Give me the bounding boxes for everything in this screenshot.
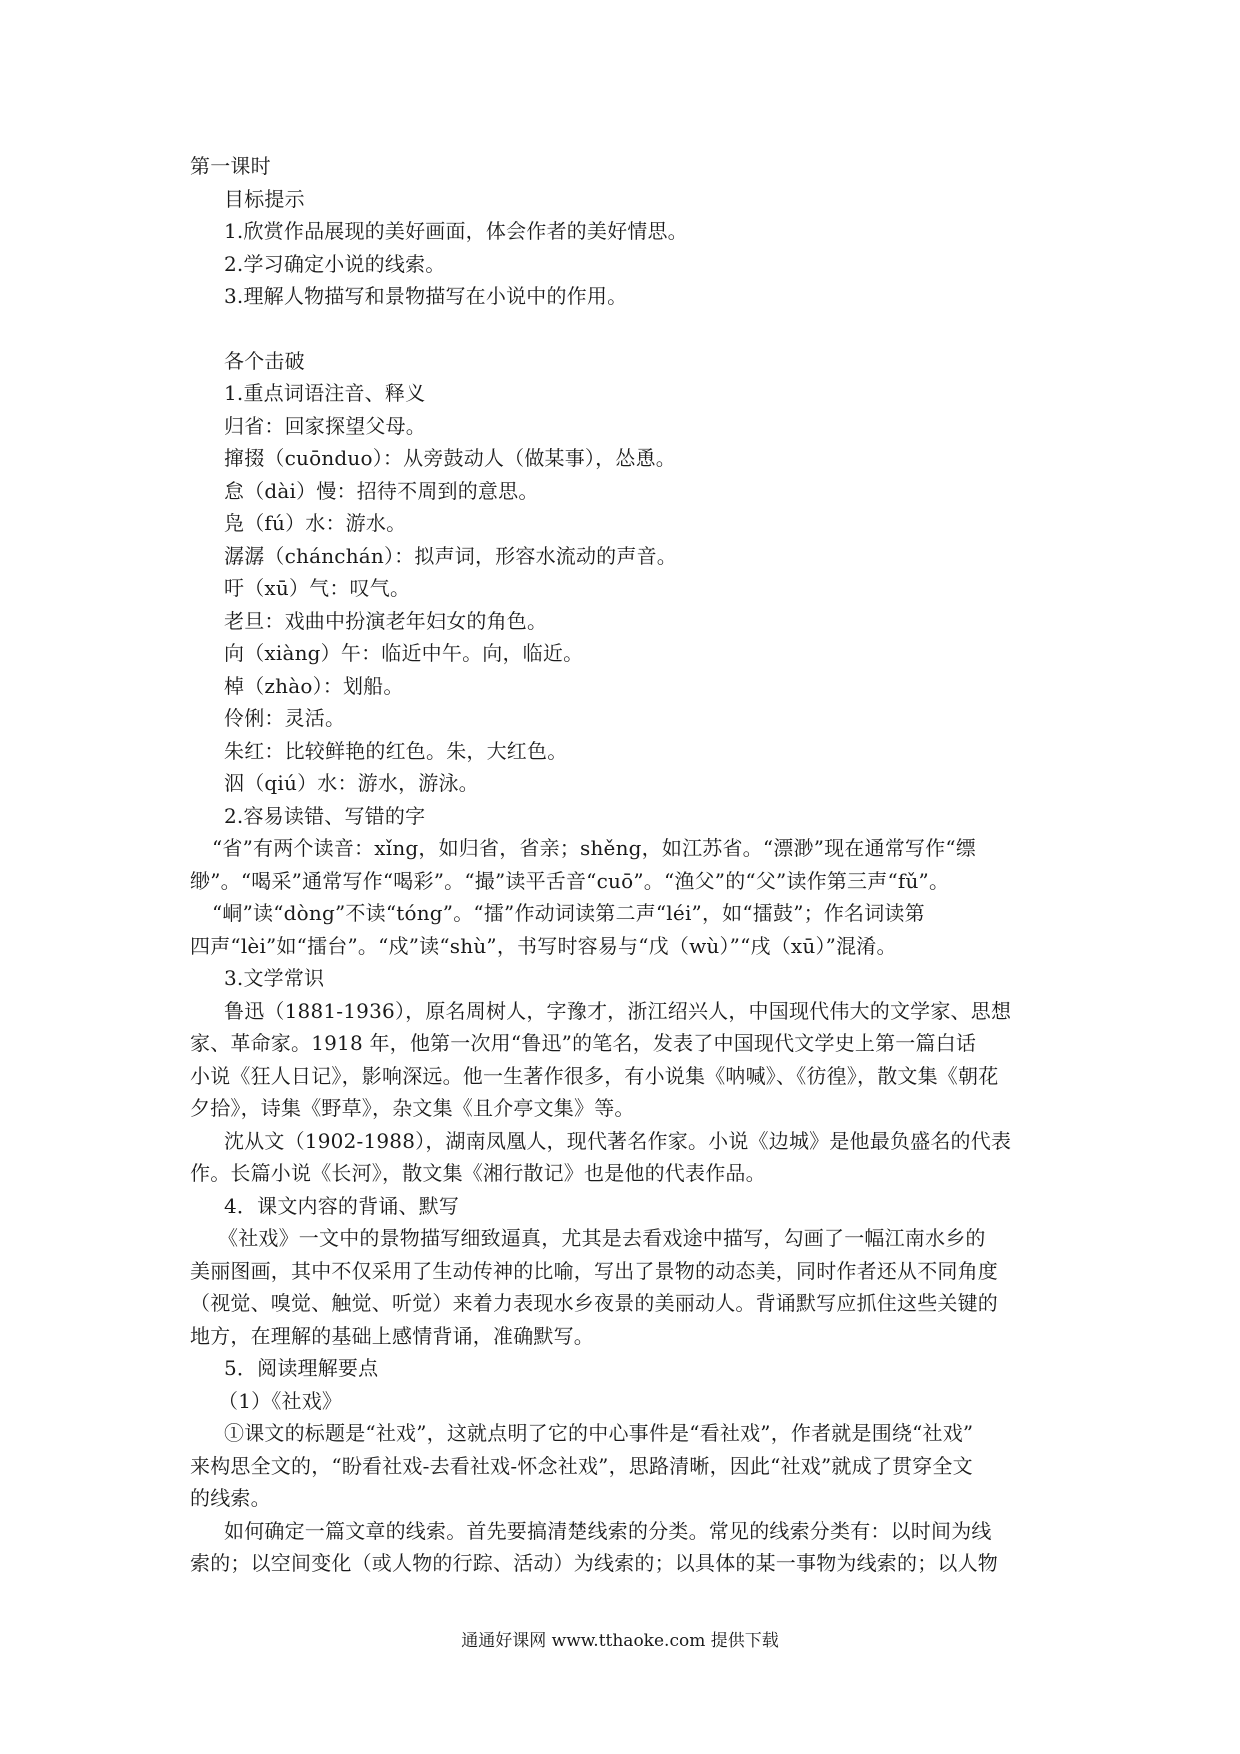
errors-line: “峒”读“dòng”不读“tóng”。“擂”作动词读第二声“léi”，如“擂鼓”；作名词读第: [212, 901, 925, 925]
literature-line: 小说《狂人日记》，影响深远。他一生著作很多，有小说集《呐喊》、《彷徨》，散文集《朝花: [190, 1063, 999, 1088]
vocab-item: 吁（xū）气：叹气。: [224, 576, 411, 600]
vocab-item: 归省：回家探望父母。: [224, 413, 426, 438]
literature-line: 夕拾》，诗集《野草》，杂文集《且介亭文集》等。: [190, 1096, 635, 1120]
clue-line: 如何确定一篇文章的线索。首先要搞清楚线索的分类。常见的线索分类有：以时间为线: [224, 1518, 992, 1543]
objective-item: 2.学习确定小说的线索。: [224, 251, 446, 276]
reading-line: 来构思全文的，“盼看社戏-去看社戏-怀念社戏”，思路清晰，因此“社戏”就成了贯穿全文: [190, 1453, 973, 1478]
literature-line: 鲁迅（1881-1936），原名周树人，字豫才，浙江绍兴人，中国现代伟大的文学家、思想: [224, 998, 1012, 1023]
errors-line: 四声“lèi”如“擂台”。“戍”读“shù”，书写时容易与“戊（wù）”“戌（xū）”混淆。: [190, 933, 897, 958]
literature-line: 作。长篇小说《长河》，散文集《湘行散记》也是他的代表作品。: [190, 1161, 766, 1185]
vocab-item: 向（xiàng）午：临近中午。向，临近。: [224, 641, 584, 665]
reading-title: 5．阅读理解要点: [224, 1356, 379, 1380]
vocab-item: 朱红：比较鲜艳的红色。朱，大红色。: [224, 738, 568, 763]
recite-line: （视觉、嗅觉、触觉、听觉）来着力表现水乡夜景的美丽动人。背诵默写应抓住这些关键的: [190, 1291, 998, 1315]
section-spacer: [190, 313, 1060, 345]
objectives-title: 目标提示: [224, 186, 305, 211]
objective-item: 3.理解人物描写和景物描写在小说中的作用。: [224, 284, 628, 308]
literature-line: 沈从文（1902-1988），湖南凤凰人，现代著名作家。小说《边城》是他最负盛名的代表: [224, 1128, 1012, 1153]
vocab-item: 泅（qiú）水：游水，游泳。: [224, 771, 479, 795]
recite-line: 地方，在理解的基础上感情背诵，准确默写。: [190, 1323, 594, 1348]
literature-line: 家、革命家。1918 年，他第一次用“鲁迅”的笔名，发表了中国现代文学史上第一篇白话: [190, 1031, 977, 1055]
reading-line: ①课文的标题是“社戏”，这就点明了它的中心事件是“看社戏”，作者就是围绕“社戏”: [224, 1421, 974, 1445]
vocab-item: 棹（zhào）：划船。: [224, 673, 404, 698]
reading-line: 的线索。: [190, 1486, 271, 1510]
vocab-item: 老旦：戏曲中扮演老年妇女的角色。: [224, 608, 548, 633]
reading-subtitle: （1）《社戏》: [218, 1388, 343, 1413]
vocab-item: 撺掇（cuōnduo）：从旁鼓动人（做某事），怂恿。: [224, 446, 676, 470]
clue-line: 索的；以空间变化（或人物的行踪、活动）为线索的；以具体的某一事物为线索的；以人物: [190, 1551, 998, 1575]
errors-line: 缈”。“喝采”通常写作“喝彩”。“撮”读平舌音“cuō”。“渔父”的“父”读作第三声“fǔ”。: [190, 868, 950, 893]
vocab-item: 凫（fú）水：游水。: [224, 511, 407, 535]
recite-line: 《社戏》一文中的景物描写细致逼真，尤其是去看戏途中描写，勾画了一幅江南水乡的: [218, 1226, 986, 1250]
errors-line: “省”有两个读音：xǐng，如归省，省亲；shěng，如江苏省。“漂渺”现在通常写作“缥: [212, 836, 976, 860]
literature-title: 3.文学常识: [224, 966, 325, 990]
page-footer: 通通好课网 www.tthaoke.com 提供下载: [461, 1631, 779, 1651]
vocab-title: 1.重点词语注音、释义: [224, 381, 426, 405]
vocab-item: 潺潺（chánchán）：拟声词，形容水流动的声音。: [224, 543, 677, 568]
vocab-item: 怠（dài）慢：招待不周到的意思。: [224, 478, 539, 503]
objective-item: 1.欣赏作品展现的美好画面，体会作者的美好情思。: [224, 219, 688, 243]
recite-title: 4．课文内容的背诵、默写: [224, 1193, 460, 1218]
recite-line: 美丽图画，其中不仅采用了生动传神的比喻，写出了景物的动态美，同时作者还从不同角度: [190, 1258, 998, 1283]
lesson-heading: 第一课时: [190, 154, 271, 178]
document-body: [190, 150, 1060, 1580]
vocab-item: 伶俐：灵活。: [224, 706, 346, 730]
breakdown-title: 各个击破: [224, 348, 305, 373]
errors-title: 2.容易读错、写错的字: [224, 803, 426, 828]
